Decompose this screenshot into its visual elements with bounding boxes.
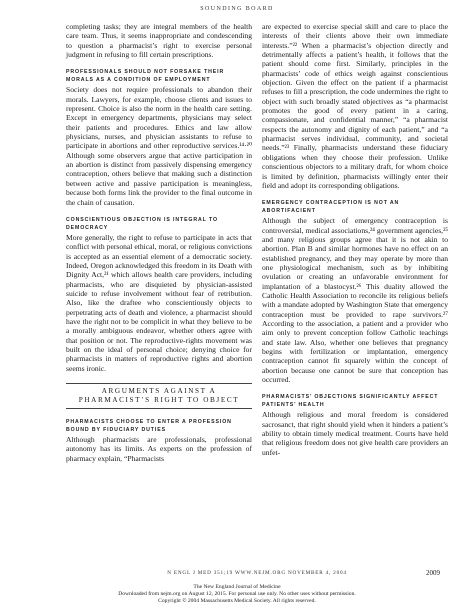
left-column <box>66 22 252 463</box>
paragraph: Although religious and moral freedom is considered sacrosanct, that right should yield when it hinders a patient’s ability to obtain timely medical treatment. Courts have held that religious freedom does not give health care providers an unfet- <box>262 410 448 457</box>
section-heading: EMERGENCY CONTRACEPTION IS NOT AN ABORTIFACIENT <box>262 200 400 215</box>
page-number: 2009 <box>426 569 440 577</box>
running-head: SOUNDING BOARD <box>200 6 274 12</box>
section-heading: PHARMACISTS’ OBJECTIONS SIGNIFICANTLY AFFECT PATIENTS’ HEALTH <box>262 394 439 409</box>
notice-line: Downloaded from nejm.org on August 12, 2015. For personal use only. No other uses without permission. <box>118 591 356 598</box>
download-notice <box>0 584 474 606</box>
section-heading: PHARMACISTS CHOOSE TO ENTER A PROFESSION BOUND BY FIDUCIARY DUTIES <box>66 419 232 433</box>
paragraph: Society does not require professionals to abandon their morals. Lawyers, for example, choose clients and issues to represent. Choice is also the norm in the health care setting. Except in emergency departments, physicians may select their patients and procedures. Ethics and law allow physicians, nurses, and physician assistants to refuse to participate in abortions and other reproductive services.¹⁴·²⁰ Although some observers argue that active participation in an abortion is distinct from passively dispensing emergency contraception, others believe that making such a distinction between active and passive participation is meaningless, because both forms link the provider to the final outcome in the chain of causation. <box>66 85 252 207</box>
paragraph: completing tasks; they are integral members of the health care team. Thus, it seems inappropriate and condescending to question a pharmacist’s right to exercise personal judgment in refusing to fill certain prescriptions. <box>66 22 252 60</box>
paragraph: are expected to exercise special skill and care to place the interests of their clients above their own immediate interests.”²² When a pharmacist’s objection directly and detrimentally affects a patient’s health, it follows that the patient should come first. Similarly, principles in the pharmacists’ code of ethics weigh against conscientious objection. Given the effect on the patient if a pharmacist refuses to fill a prescription, the code undermines the right to object with such broadly stated objectives as “a pharmacist promotes the good of every patient in a caring, compassionate, and confidential manner,” “a pharmacist respects the autonomy and dignity of each patient,” and “a pharmacist serves individual, community, and societal needs.”²³ Finally, pharmacists understand these fiduciary obligations when they choose their profession. Unlike conscientious objectors to a military draft, for whom choice is limited by definition, pharmacists willingly enter their field and adopt its corresponding obligations. <box>262 22 448 190</box>
notice-line: The New England Journal of Medicine <box>193 584 281 590</box>
paragraph: More generally, the right to refuse to participate in acts that conflict with personal ethical, moral, or religious convictions is accepted as an essential element of a democratic society. Indeed, Oregon acknowledged this freedom in its Death with Dignity Act,²¹ which allows health care providers, including pharmacists, who are disquieted by physician-assisted suicide to refuse involvement without fear of retribution. Also, like the draftee who conscientiously objects to perpetrating acts of death and violence, a pharmacist should have the right not to be complicit in what they believe to be a morally ambiguous endeavor, whether others agree with that position or not. The reproductive-rights movement was built on the ideal of personal choice; denying choice for pharmacists in matters of reproductive rights and abortion seems ironic. <box>66 232 252 373</box>
section-heading: CONSCIENTIOUS OBJECTION IS INTEGRAL TO DEMOCRACY <box>66 216 218 231</box>
boxed-section-heading: ARGUMENTS AGAINST A PHARMACIST’S RIGHT TO OBJECT <box>66 383 252 409</box>
notice-line: Copyright © 2004 Massachusetts Medical Society. All rights reserved. <box>158 598 316 605</box>
journal-citation-line: N ENGL J MED 351;19 WWW.NEJM.ORG NOVEMBER 4, 2004 <box>167 570 347 576</box>
paragraph: Although pharmacists are professionals, professional autonomy has its limits. As experts on the profession of pharmacy explain, “Pharmacists <box>66 435 252 463</box>
right-column <box>262 22 448 457</box>
section-heading: PROFESSIONALS SHOULD NOT FORSAKE THEIR MORALS AS A CONDITION OF EMPLOYMENT <box>66 69 225 84</box>
paragraph: Although the subject of emergency contraception is controversial, medical associations,²⁴ government agencies,²⁵ and many religious groups agree that it is not akin to abortion. Plan B and similar hormones have no effect on an established pregnancy, and they may operate by more than one physiological mechanism, such as by inhibiting ovulation or creating an unfavorable environment for implantation of a blastocyst.²⁶ This duality allowed the Catholic Health Association to reconcile its religious beliefs with a mandate adopted by Washington State that emergency contraception must be provided to rape survivors.²⁷ According to the association, a patient and a provider who aim only to prevent conception follow Catholic teachings and state law. Also, whether one believes that pregnancy begins with fertilization or implantation, emergency contraception cannot fit squarely within the concept of abortion because one cannot be sure that conception has occurred. <box>262 216 448 385</box>
